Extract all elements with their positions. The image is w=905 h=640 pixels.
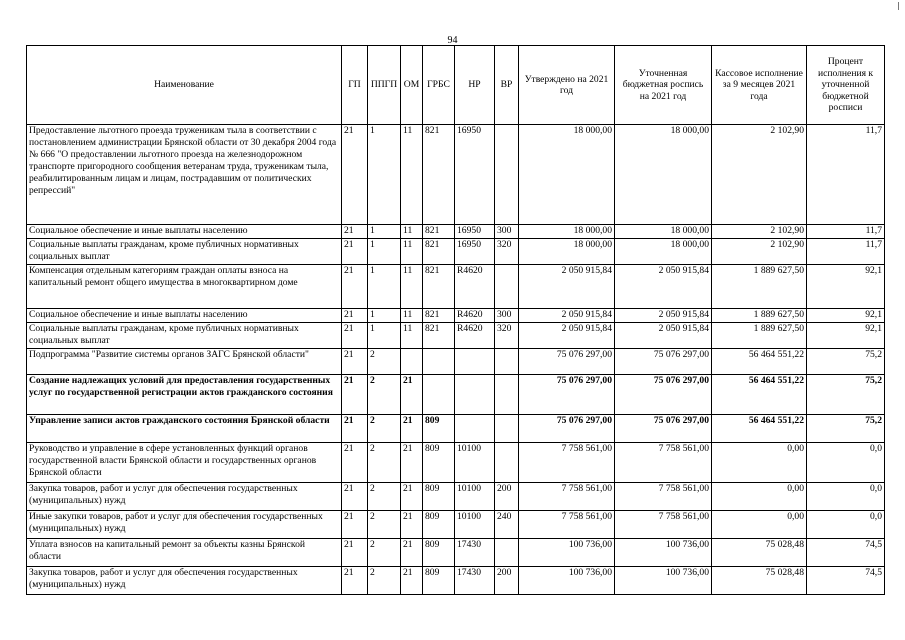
cell-om: 11 [401, 239, 423, 265]
cell-om: 11 [401, 265, 423, 309]
table-row [27, 349, 885, 375]
cell-nr [455, 349, 495, 375]
cell-percent: 92,1 [807, 265, 885, 309]
cell-cash: 0,00 [712, 443, 807, 483]
cell-refined: 7 758 561,00 [615, 483, 712, 511]
table-row [27, 225, 885, 239]
cell-cash: 75 028,48 [712, 539, 807, 567]
cell-nr: 10100 [455, 443, 495, 483]
header-name: Наименование [27, 46, 342, 125]
table-row [27, 567, 885, 595]
cell-refined: 75 076 297,00 [615, 415, 712, 443]
cell-ppgp: 1 [368, 265, 401, 309]
cell-percent: 0,0 [807, 511, 885, 539]
cell-vr: 300 [495, 225, 519, 239]
cell-approved: 75 076 297,00 [519, 349, 615, 375]
cell-gp: 21 [342, 309, 368, 323]
cell-cash: 2 102,90 [712, 225, 807, 239]
table-row [27, 415, 885, 443]
header-grbs: ГРБС [423, 46, 455, 125]
cell-approved: 7 758 561,00 [519, 511, 615, 539]
cell-nr: R4620 [455, 265, 495, 309]
header-ppgp: ППГП [368, 46, 401, 125]
cell-grbs: 809 [423, 415, 455, 443]
cell-nr: 16950 [455, 239, 495, 265]
cell-ppgp: 2 [368, 539, 401, 567]
cell-approved: 75 076 297,00 [519, 375, 615, 415]
cell-vr [495, 443, 519, 483]
cell-ppgp: 2 [368, 511, 401, 539]
cell-name: Предоставление льготного проезда труженикам тыла в соответствии с постановлением администрации Брянской области от 30 декабря 2004 года № 666 "О предоставлении льготного проезда на железнодорожном транспорте пригородного сообщения ветеранам труда, труженикам тыла, реабилитированным лицам и лицам, пострадавшим от политических репрессий" [27, 125, 342, 225]
cell-approved: 18 000,00 [519, 225, 615, 239]
table-row [27, 323, 885, 349]
cell-refined: 7 758 561,00 [615, 511, 712, 539]
cell-nr: R4620 [455, 323, 495, 349]
cell-gp: 21 [342, 415, 368, 443]
table-row [27, 539, 885, 567]
cell-refined: 2 050 915,84 [615, 265, 712, 309]
cell-grbs: 809 [423, 483, 455, 511]
cell-cash: 56 464 551,22 [712, 349, 807, 375]
cell-name: Социальные выплаты гражданам, кроме публичных нормативных социальных выплат [27, 239, 342, 265]
cell-cash: 2 102,90 [712, 239, 807, 265]
cell-refined: 100 736,00 [615, 567, 712, 595]
cell-grbs [423, 375, 455, 415]
header-vr: ВР [495, 46, 519, 125]
table-body [27, 125, 885, 595]
cell-nr: R4620 [455, 309, 495, 323]
cell-gp: 21 [342, 225, 368, 239]
table-row [27, 239, 885, 265]
cell-percent: 75,2 [807, 375, 885, 415]
cell-approved: 2 050 915,84 [519, 309, 615, 323]
cell-om: 11 [401, 309, 423, 323]
cell-approved: 18 000,00 [519, 125, 615, 225]
cell-percent: 11,7 [807, 125, 885, 225]
cell-grbs: 809 [423, 539, 455, 567]
cell-gp: 21 [342, 125, 368, 225]
cell-gp: 21 [342, 239, 368, 265]
header-nr: НР [455, 46, 495, 125]
cell-cash: 2 102,90 [712, 125, 807, 225]
cell-ppgp: 2 [368, 375, 401, 415]
cell-refined: 100 736,00 [615, 539, 712, 567]
header-approved: Утверждено на 2021 год [519, 46, 615, 125]
cell-refined: 18 000,00 [615, 239, 712, 265]
cell-vr [495, 539, 519, 567]
cell-vr [495, 265, 519, 309]
cell-vr [495, 415, 519, 443]
cell-percent: 11,7 [807, 225, 885, 239]
cell-ppgp: 1 [368, 239, 401, 265]
cell-refined: 18 000,00 [615, 225, 712, 239]
cell-name: Социальное обеспечение и иные выплаты населению [27, 225, 342, 239]
cell-percent: 75,2 [807, 415, 885, 443]
cell-refined: 75 076 297,00 [615, 375, 712, 415]
page-number: 94 [447, 35, 458, 46]
cell-om: 21 [401, 415, 423, 443]
cell-cash: 1 889 627,50 [712, 265, 807, 309]
cell-vr: 240 [495, 511, 519, 539]
header-row [27, 46, 885, 125]
cell-percent: 74,5 [807, 539, 885, 567]
cell-grbs: 821 [423, 239, 455, 265]
cell-ppgp: 1 [368, 309, 401, 323]
cell-approved: 7 758 561,00 [519, 483, 615, 511]
page-edge-mark [898, 2, 899, 10]
cell-grbs: 821 [423, 323, 455, 349]
cell-gp: 21 [342, 539, 368, 567]
cell-name: Иные закупки товаров, работ и услуг для обеспечения государственных (муниципальных) нужд [27, 511, 342, 539]
cell-name: Закупка товаров, работ и услуг для обеспечения государственных (муниципальных) нужд [27, 567, 342, 595]
cell-refined: 18 000,00 [615, 125, 712, 225]
table-row [27, 511, 885, 539]
cell-vr: 200 [495, 567, 519, 595]
cell-approved: 18 000,00 [519, 239, 615, 265]
table-row [27, 265, 885, 309]
cell-om [401, 349, 423, 375]
cell-refined: 75 076 297,00 [615, 349, 712, 375]
cell-approved: 100 736,00 [519, 539, 615, 567]
cell-vr: 200 [495, 483, 519, 511]
cell-approved: 100 736,00 [519, 567, 615, 595]
cell-name: Социальные выплаты гражданам, кроме публичных нормативных социальных выплат [27, 323, 342, 349]
table-row [27, 483, 885, 511]
cell-name: Компенсация отдельным категориям граждан оплаты взноса на капитальный ремонт общего имущества в многоквартирном доме [27, 265, 342, 309]
cell-nr: 17430 [455, 567, 495, 595]
cell-nr: 10100 [455, 483, 495, 511]
cell-ppgp: 2 [368, 349, 401, 375]
cell-grbs [423, 349, 455, 375]
cell-cash: 1 889 627,50 [712, 309, 807, 323]
cell-approved: 2 050 915,84 [519, 265, 615, 309]
cell-percent: 92,1 [807, 323, 885, 349]
cell-gp: 21 [342, 567, 368, 595]
cell-om: 21 [401, 375, 423, 415]
cell-om: 21 [401, 539, 423, 567]
budget-table [26, 45, 885, 595]
cell-grbs: 809 [423, 567, 455, 595]
cell-nr: 17430 [455, 539, 495, 567]
cell-cash: 0,00 [712, 483, 807, 511]
cell-vr: 300 [495, 309, 519, 323]
cell-grbs: 821 [423, 125, 455, 225]
cell-name: Руководство и управление в сфере установленных функций органов государственной власти Брянской области и государственных органов Брянской области [27, 443, 342, 483]
cell-approved: 2 050 915,84 [519, 323, 615, 349]
cell-vr [495, 349, 519, 375]
header-gp: ГП [342, 46, 368, 125]
cell-cash: 56 464 551,22 [712, 375, 807, 415]
cell-gp: 21 [342, 375, 368, 415]
cell-om: 11 [401, 125, 423, 225]
cell-ppgp: 1 [368, 323, 401, 349]
cell-vr: 320 [495, 239, 519, 265]
cell-percent: 0,0 [807, 483, 885, 511]
cell-ppgp: 2 [368, 483, 401, 511]
cell-vr: 320 [495, 323, 519, 349]
cell-gp: 21 [342, 483, 368, 511]
table-row [27, 309, 885, 323]
table-row [27, 443, 885, 483]
cell-ppgp: 2 [368, 443, 401, 483]
cell-om: 21 [401, 443, 423, 483]
header-cash: Кассовое исполнение за 9 месяцев 2021 года [712, 46, 807, 125]
cell-name: Закупка товаров, работ и услуг для обеспечения государственных (муниципальных) нужд [27, 483, 342, 511]
cell-refined: 7 758 561,00 [615, 443, 712, 483]
cell-gp: 21 [342, 511, 368, 539]
cell-percent: 92,1 [807, 309, 885, 323]
cell-om: 21 [401, 511, 423, 539]
cell-approved: 7 758 561,00 [519, 443, 615, 483]
cell-percent: 75,2 [807, 349, 885, 375]
header-refined: Уточненная бюджетная роспись на 2021 год [615, 46, 712, 125]
cell-vr [495, 125, 519, 225]
header-percent: Процент исполнения к уточненной бюджетной росписи [807, 46, 885, 125]
cell-grbs: 821 [423, 265, 455, 309]
table-row [27, 125, 885, 225]
cell-grbs: 821 [423, 225, 455, 239]
cell-grbs: 809 [423, 511, 455, 539]
cell-nr: 16950 [455, 225, 495, 239]
cell-percent: 11,7 [807, 239, 885, 265]
cell-approved: 75 076 297,00 [519, 415, 615, 443]
cell-name: Уплата взносов на капитальный ремонт за объекты казны Брянской области [27, 539, 342, 567]
cell-percent: 74,5 [807, 567, 885, 595]
cell-refined: 2 050 915,84 [615, 323, 712, 349]
cell-cash: 75 028,48 [712, 567, 807, 595]
cell-grbs: 821 [423, 309, 455, 323]
cell-cash: 1 889 627,50 [712, 323, 807, 349]
cell-name: Создание надлежащих условий для предоставления государственных услуг по государственной регистрации актов гражданского состояния [27, 375, 342, 415]
cell-refined: 2 050 915,84 [615, 309, 712, 323]
cell-om: 11 [401, 323, 423, 349]
cell-ppgp: 1 [368, 125, 401, 225]
cell-ppgp: 2 [368, 415, 401, 443]
cell-gp: 21 [342, 323, 368, 349]
cell-gp: 21 [342, 349, 368, 375]
cell-vr [495, 375, 519, 415]
cell-cash: 0,00 [712, 511, 807, 539]
cell-nr: 16950 [455, 125, 495, 225]
cell-nr [455, 415, 495, 443]
cell-nr [455, 375, 495, 415]
cell-ppgp: 1 [368, 225, 401, 239]
cell-cash: 56 464 551,22 [712, 415, 807, 443]
cell-om: 21 [401, 567, 423, 595]
cell-om: 21 [401, 483, 423, 511]
cell-gp: 21 [342, 443, 368, 483]
cell-grbs: 809 [423, 443, 455, 483]
cell-om: 11 [401, 225, 423, 239]
cell-name: Социальное обеспечение и иные выплаты населению [27, 309, 342, 323]
cell-name: Подпрограмма "Развитие системы органов ЗАГС Брянской области" [27, 349, 342, 375]
cell-ppgp: 2 [368, 567, 401, 595]
table-row [27, 375, 885, 415]
cell-percent: 0,0 [807, 443, 885, 483]
cell-gp: 21 [342, 265, 368, 309]
cell-name: Управление записи актов гражданского состояния Брянской области [27, 415, 342, 443]
cell-nr: 10100 [455, 511, 495, 539]
header-om: ОМ [401, 46, 423, 125]
